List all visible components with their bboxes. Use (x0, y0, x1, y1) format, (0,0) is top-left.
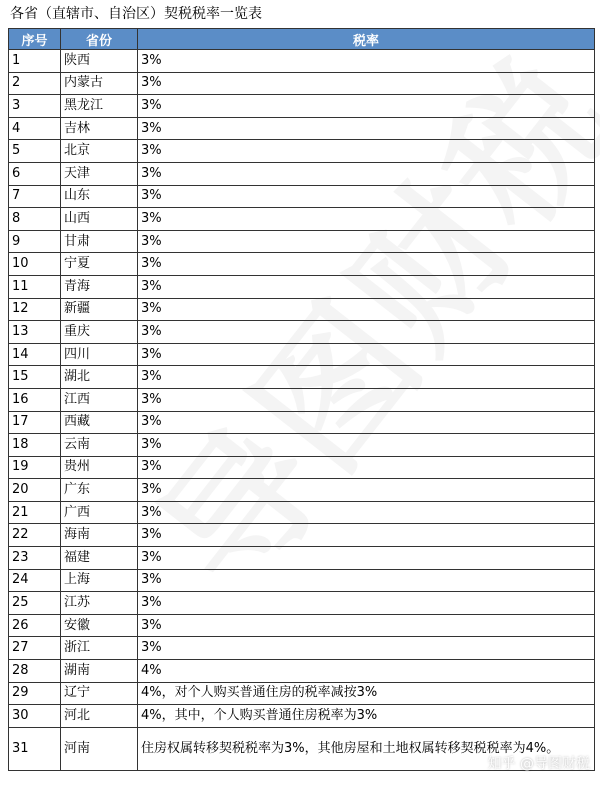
cell-rate: 3% (138, 366, 595, 389)
cell-rate: 3% (138, 230, 595, 253)
cell-province: 湖南 (61, 660, 138, 683)
cell-province: 海南 (61, 524, 138, 547)
cell-rate: 4%，其中，个人购买普通住房税率为3% (138, 705, 595, 728)
table-row (9, 592, 595, 615)
cell-province: 山西 (61, 208, 138, 231)
cell-rate: 3% (138, 275, 595, 298)
table-row (9, 321, 595, 344)
cell-province: 山东 (61, 185, 138, 208)
table-row (9, 660, 595, 683)
cell-number: 17 (9, 411, 61, 434)
cell-number: 26 (9, 614, 61, 637)
cell-province: 天津 (61, 162, 138, 185)
cell-number: 1 (9, 50, 61, 73)
cell-number: 12 (9, 298, 61, 321)
cell-rate: 3% (138, 434, 595, 457)
cell-rate: 3% (138, 208, 595, 231)
cell-number: 21 (9, 501, 61, 524)
cell-province: 福建 (61, 547, 138, 570)
table-row (9, 637, 595, 660)
cell-rate: 3% (138, 117, 595, 140)
cell-province: 黑龙江 (61, 95, 138, 118)
cell-number: 30 (9, 705, 61, 728)
header-province: 省份 (61, 29, 138, 50)
cell-number: 10 (9, 253, 61, 276)
table-row (9, 479, 595, 502)
table-row (9, 547, 595, 570)
table-row (9, 230, 595, 253)
cell-province: 江苏 (61, 592, 138, 615)
table-row (9, 298, 595, 321)
cell-province: 甘肃 (61, 230, 138, 253)
cell-number: 22 (9, 524, 61, 547)
table-row (9, 569, 595, 592)
cell-number: 19 (9, 456, 61, 479)
cell-rate: 3% (138, 501, 595, 524)
cell-number: 18 (9, 434, 61, 457)
cell-province: 江西 (61, 388, 138, 411)
cell-rate: 3% (138, 592, 595, 615)
table-row (9, 501, 595, 524)
cell-rate: 3% (138, 411, 595, 434)
table-row (9, 456, 595, 479)
cell-rate: 3% (138, 253, 595, 276)
cell-number: 27 (9, 637, 61, 660)
cell-rate: 4% (138, 660, 595, 683)
table-header-row (9, 29, 595, 50)
cell-number: 24 (9, 569, 61, 592)
cell-rate: 3% (138, 614, 595, 637)
cell-province: 上海 (61, 569, 138, 592)
cell-province: 青海 (61, 275, 138, 298)
tax-rate-table (8, 28, 595, 771)
cell-province: 河北 (61, 705, 138, 728)
cell-rate: 3% (138, 456, 595, 479)
cell-number: 2 (9, 72, 61, 95)
cell-province: 新疆 (61, 298, 138, 321)
cell-rate: 3% (138, 185, 595, 208)
table-row (9, 434, 595, 457)
cell-province: 云南 (61, 434, 138, 457)
table-row (9, 275, 595, 298)
table-row (9, 388, 595, 411)
credit-watermark: 知乎 @导图财税 (487, 756, 590, 772)
cell-rate: 3% (138, 321, 595, 344)
table-row (9, 72, 595, 95)
table-row (9, 411, 595, 434)
table-row (9, 614, 595, 637)
table-row (9, 366, 595, 389)
cell-number: 31 (9, 727, 61, 770)
header-no: 序号 (9, 29, 61, 50)
cell-number: 28 (9, 660, 61, 683)
cell-province: 宁夏 (61, 253, 138, 276)
cell-number: 20 (9, 479, 61, 502)
cell-rate: 3% (138, 569, 595, 592)
cell-number: 11 (9, 275, 61, 298)
cell-rate: 3% (138, 524, 595, 547)
cell-rate: 3% (138, 72, 595, 95)
cell-number: 4 (9, 117, 61, 140)
cell-province: 辽宁 (61, 682, 138, 705)
cell-number: 13 (9, 321, 61, 344)
cell-number: 16 (9, 388, 61, 411)
cell-number: 25 (9, 592, 61, 615)
table-row (9, 208, 595, 231)
table-body (9, 50, 595, 771)
cell-number: 15 (9, 366, 61, 389)
table-row (9, 162, 595, 185)
cell-province: 广西 (61, 501, 138, 524)
table-row (9, 253, 595, 276)
cell-province: 四川 (61, 343, 138, 366)
table-row (9, 95, 595, 118)
cell-rate: 3% (138, 298, 595, 321)
page-title: 各省（直辖市、自治区）契税税率一览表 (10, 6, 262, 22)
cell-province: 内蒙古 (61, 72, 138, 95)
cell-province: 吉林 (61, 117, 138, 140)
cell-number: 23 (9, 547, 61, 570)
cell-rate: 3% (138, 95, 595, 118)
cell-province: 贵州 (61, 456, 138, 479)
table-row (9, 682, 595, 705)
table-row (9, 705, 595, 728)
table-row (9, 185, 595, 208)
cell-rate: 4%，对个人购买普通住房的税率减按3% (138, 682, 595, 705)
cell-number: 5 (9, 140, 61, 163)
cell-rate: 3% (138, 637, 595, 660)
cell-rate: 3% (138, 140, 595, 163)
cell-number: 14 (9, 343, 61, 366)
cell-province: 北京 (61, 140, 138, 163)
cell-rate: 3% (138, 388, 595, 411)
cell-rate: 3% (138, 343, 595, 366)
table-row (9, 140, 595, 163)
table-row (9, 117, 595, 140)
cell-rate: 3% (138, 479, 595, 502)
cell-number: 29 (9, 682, 61, 705)
table-row (9, 343, 595, 366)
cell-province: 西藏 (61, 411, 138, 434)
cell-number: 8 (9, 208, 61, 231)
cell-province: 湖北 (61, 366, 138, 389)
header-rate: 税率 (138, 29, 595, 50)
cell-province: 安徽 (61, 614, 138, 637)
cell-rate: 3% (138, 162, 595, 185)
cell-province: 河南 (61, 727, 138, 770)
cell-rate: 3% (138, 50, 595, 73)
cell-number: 7 (9, 185, 61, 208)
cell-number: 6 (9, 162, 61, 185)
cell-number: 3 (9, 95, 61, 118)
cell-province: 陕西 (61, 50, 138, 73)
cell-rate: 3% (138, 547, 595, 570)
cell-province: 浙江 (61, 637, 138, 660)
cell-rate: 住房权属转移契税税率为3%，其他房屋和土地权属转移契税税率为4%。 (138, 727, 595, 770)
cell-number: 9 (9, 230, 61, 253)
cell-province: 重庆 (61, 321, 138, 344)
table-row (9, 524, 595, 547)
cell-province: 广东 (61, 479, 138, 502)
table-row (9, 50, 595, 73)
